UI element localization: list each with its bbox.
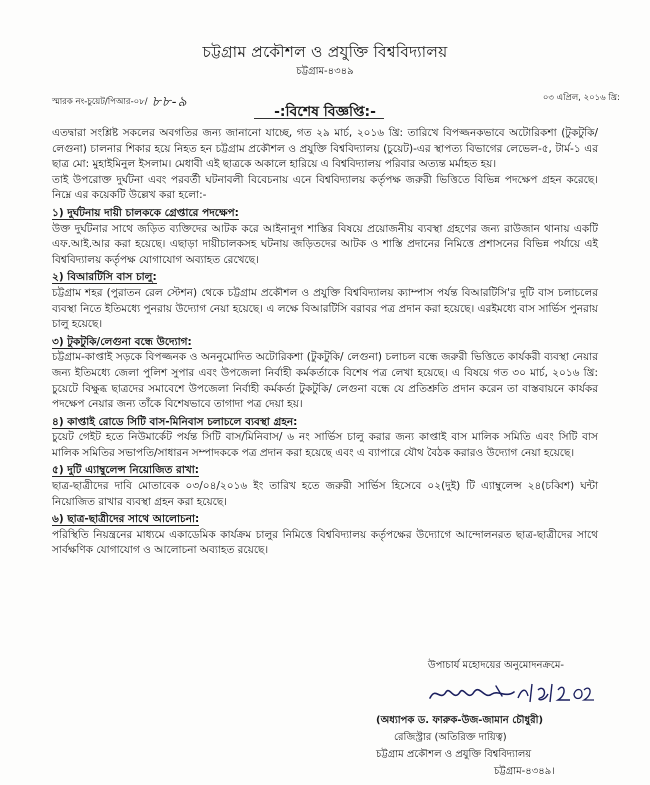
intro-paragraph: তাই উপরোক্ত দুর্ঘটনা এবং পরবর্তী ঘটনাবলী বিবেচনায় এনে বিশ্ববিদ্যালয় কর্তৃপক্ষ জরুরী ভিত্তিতে বিভিন্ন পদক্ষেপ গ্রহন করেছে। নিম্নে এর কয়েকটি উল্লেখ করা হলো:- xyxy=(52,173,598,202)
signatory-designation: রেজিস্ট্রার (অতিরিক্ত দায়িত্ব) xyxy=(394,732,507,743)
org-name: চট্টগ্রাম প্রকৌশল ও প্রযুক্তি বিশ্ববিদ্যালয় xyxy=(202,43,448,61)
signatory-name: (অধ্যাপক ড. ফারুক-উজ-জামান চৌধুরী) xyxy=(376,715,544,726)
title-underline xyxy=(254,118,384,119)
section-title: ১) দুর্ঘটনায় দায়ী চালককে গ্রেপ্তারে পদক্ষেপ: xyxy=(52,206,239,219)
section-text: উক্ত দুর্ঘটনার সাথে জড়িত ব্যক্তিদের আটক করে আইনানুগ শাস্তির বিষয়ে প্রয়োজনীয় ব্যবস্থা গ্রহণের জন্য রাউজান থানায় একটি এফ.আই.আর করা হয়েছে। এছাড়া দায়ীচালকসহ ঘটনায় জড়িতদের আটক ও শাস্তি প্রদানের নিমিত্তে প্রশাসনের বিভিন্ন পর্যায়ে এই বিশ্ববিদ্যালয় কর্তৃপক্ষ যোগাযোগ অব্যাহত রেখেছে। xyxy=(52,222,598,266)
section-text: পরিস্থিতি নিয়ন্ত্রনের মাধ্যমে একাডেমিক কার্যক্রম চালুর নিমিত্তে বিশ্ববিদ্যালয় কর্তৃপক্ষের উদ্যোগে আন্দোলনরত ছাত্র-ছাত্রীদের সাথে সার্বক্ষণিক যোগাযোগ ও আলোচনা অব্যাহত রয়েছে। xyxy=(52,528,598,557)
memo-handwritten-number: ৮৮-৯ xyxy=(151,94,188,110)
signature-scribble xyxy=(426,680,596,708)
section-title: ৬) ছাত্র-ছাত্রীদের সাথে আলোচনা: xyxy=(52,513,200,526)
section-title: ৪) কাপ্তাই রোডে সিটি বাস-মিনিবাস চলাচলে ব্যবস্থা গ্রহন: xyxy=(52,415,298,428)
section-title: ২) বিআরটিসি বাস চালু: xyxy=(52,271,157,284)
notice-title: -:বিশেষ বিজ্ঞপ্তি:- xyxy=(274,104,376,120)
signatory-block xyxy=(376,712,555,780)
notice-date: ০৩ এপ্রিল, ২০১৬ খ্রি: xyxy=(542,93,620,103)
section-text: চুয়েট গেইট হতে নিউমার্কেট পর্যন্ত সিটি বাস/মিনিবাস/ ৬ নং সার্ভিস চালু করার জন্য কাপ্তাই বাস মালিক সমিতি এবং সিটি বাস মালিক সমিতির সভাপতি/সাধারন সম্পাদককে পত্র প্রদান করা হয়েছে এবং এ ব্যাপারে যৌথ বৈঠক করারও উদ্যোগ নেয়া হয়েছে। xyxy=(52,431,598,459)
memo-prefix: স্মারক নং-চুয়েট/পিআর-০৮/ xyxy=(52,97,148,107)
section-title: ৫) দুটি এ্যাম্বুলেন্স নিয়োজিত রাখা: xyxy=(52,464,199,477)
section-text: ছাত্র-ছাত্রীদের দাবি মোতাবেক ০৩/০৪/২০১৬ ইং তারিখ হতে জরুরী সার্ভিস হিসেবে ০২(দুই) টি এ্যাম্বুলেন্স ২৪(চব্বিশ) ঘন্টা নিয়োজিত রাখার ব্যবস্থা গ্রহন করা হয়েছে। xyxy=(52,480,598,508)
handwritten-signature xyxy=(426,680,596,708)
section-text: চট্টগ্রাম-কাপ্তাই সড়কে বিপজ্জনক ও অননুমোদিত অটোরিকশা (টুকটুকি/ লেগুনা) চলাচল বন্ধে জরুরী ভিত্তিতে কার্যকরী ব্যবস্থা নেয়ার জন্য ইতিমধ্যে জেলা পুলিশ সুপার এবং উপজেলা নির্বাহী কর্মকর্তাকে বিশেষ পত্র লেখা হয়েছে। এ বিষয়ে গত ৩০ মার্চ, ২০১৬ খ্রি: চুয়েটে বিক্ষুব্ধ ছাত্রদের সমাবেশে উপজেলা নির্বাহী কর্মকর্তা টুকটুকি/ লেগুনা বন্ধে যে প্রতিশ্রুতি প্রদান করেন তা বাস্তবায়নে কার্যকর পদক্ষেপ নেয়ার জন্য তাঁকে বিশেষভাবে তাগাদা পত্র দেয়া হয়। xyxy=(52,351,598,411)
section-text: চট্টগ্রাম শহর (পুরাতন রেল স্টেশন) থেকে চট্টগ্রাম প্রকৌশল ও প্রযুক্তি বিশ্ববিদ্যালয় ক্যাম্পাস পর্যন্ত বিআরটিসি'র দুটি বাস চলাচলের ব্যবস্থা নিতে ইতিমধ্যে পুনরায় উদ্যোগ নেয়া হয়েছে। এ লক্ষে বিআরটিসি বরাবর পত্র প্রদান করা হয়েছে। এরইমধ্যে বাস সার্ভিস পুনরায় চালু হয়েছে। xyxy=(52,286,598,331)
intro-paragraph: এতদ্বারা সংশ্লিষ্ট সকলের অবগতির জন্য জানানো যাচ্ছে, গত ২৯ মার্চ, ২০১৬ খ্রি: তারিখে বিপজ্জনকভাবে অটোরিকশা (টুকটুকি/লেগুনা) চালনার শিকার হয়ে নিহত হন চট্টগ্রাম প্রকৌশল ও প্রযুক্তি বিশ্ববিদ্যালয় (চুয়েট)-এর স্থাপত্য বিভাগের লেভেল-৫, টার্ম-১ এর ছাত্র মো: মুহাইমিনুল ইসলাম। মেধাবী এই ছাত্রকে অকালে হারিয়ে এ বিশ্ববিদ্যালয় পরিবার অত্যন্ত মর্মাহত হয়। xyxy=(52,127,598,171)
notice-body xyxy=(52,126,598,559)
approval-line: উপাচার্য মহোদয়ের অনুমোদনক্রমে- xyxy=(427,660,564,671)
section-title: ৩) টুকটুকি/লেগুনা বন্ধে উদ্যোগ: xyxy=(52,335,192,348)
signatory-city: চট্টগ্রাম-৪৩৪৯। xyxy=(494,766,555,777)
signatory-org: চট্টগ্রাম প্রকৌশল ও প্রযুক্তি বিশ্ববিদ্যালয় xyxy=(376,749,532,760)
org-city-code: চট্টগ্রাম-৪৩৪৯ xyxy=(296,66,354,77)
